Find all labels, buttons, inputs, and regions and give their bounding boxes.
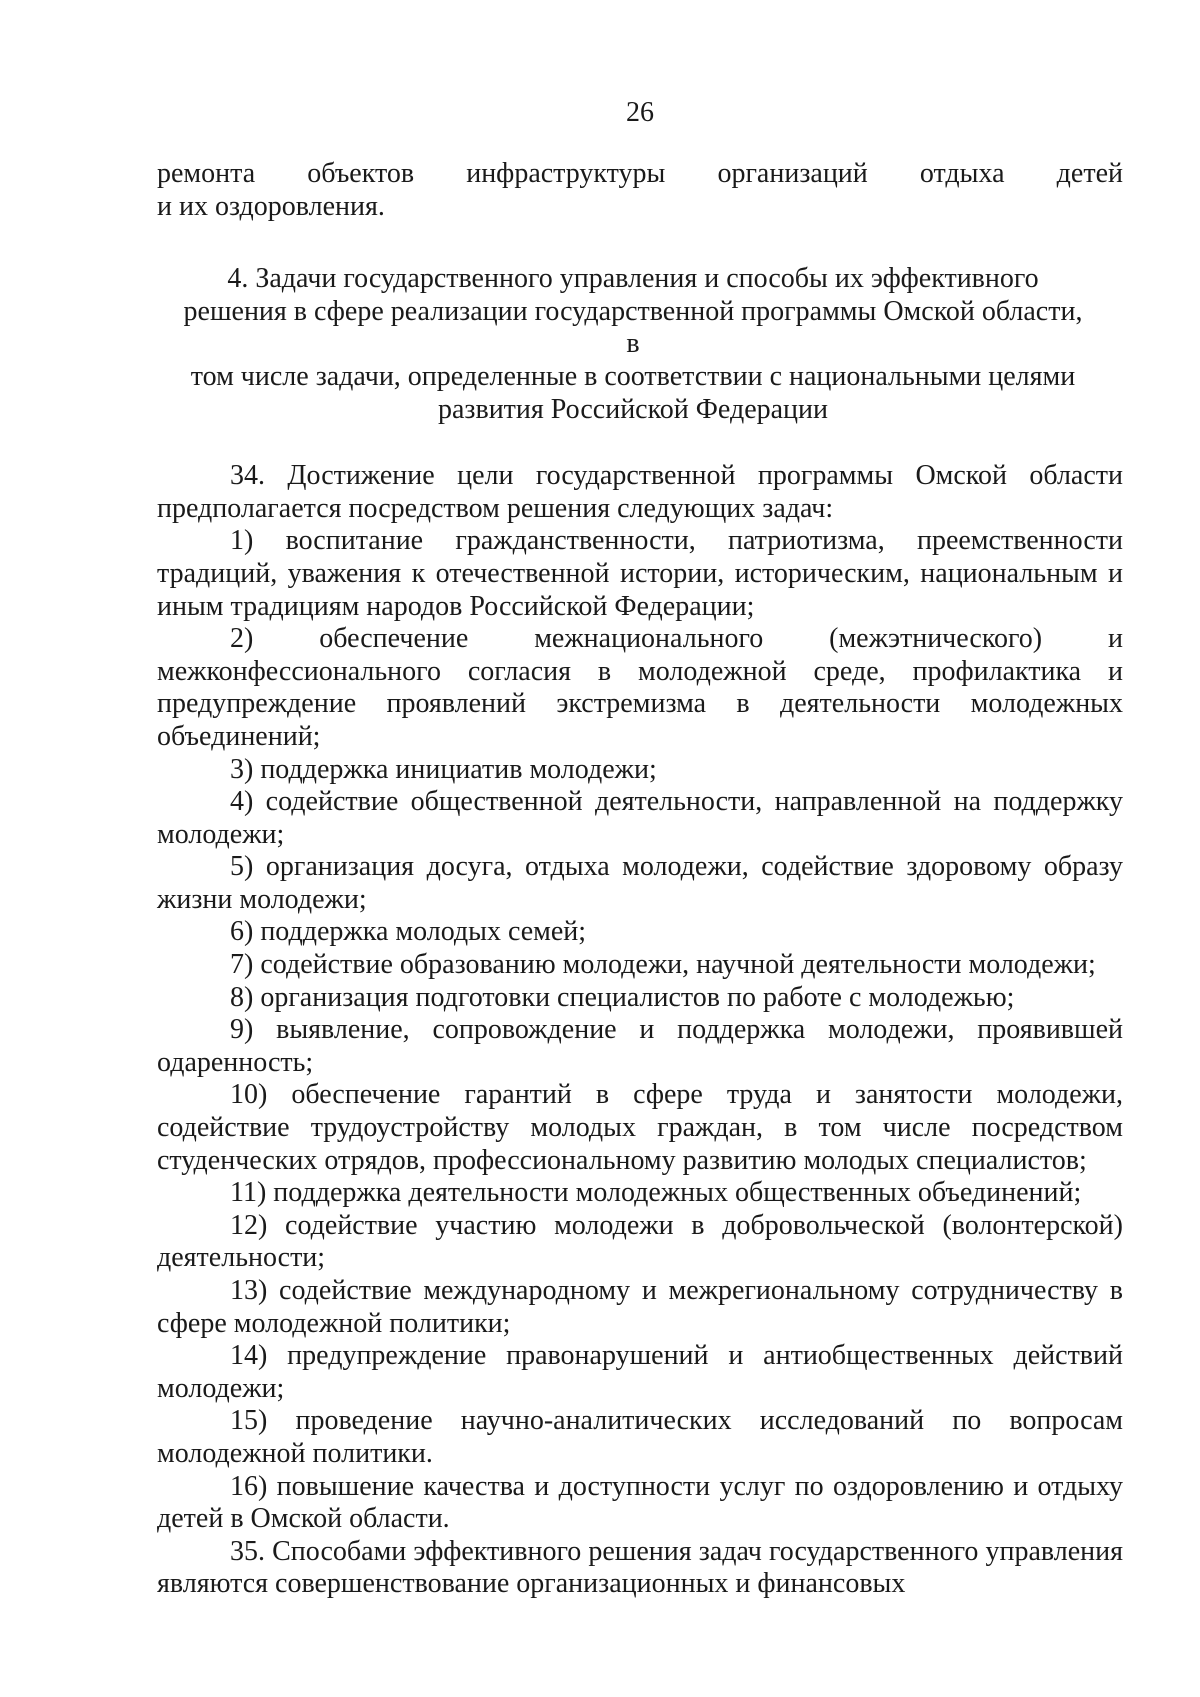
task-item-8: 8) организация подготовки специалистов по работе с молодежью; (230, 981, 1015, 1013)
task-item-14: 14) предупреждение правонарушений и антиобщественных действий молодежи; (157, 1340, 1123, 1404)
page-number: 26 (626, 97, 654, 128)
paragraph-35: 35. Способами эффективного решения задач государственного управления являются совершенствование организационных и финансовых (157, 1535, 1123, 1600)
task-item-6: 6) поддержка молодых семей; (230, 916, 587, 948)
heading-line: том числе задачи, определенные в соответствии с национальными целями (190, 360, 1076, 392)
task-item-5: 5) организация досуга, отдыха молодежи, содействие здоровому образу жизни молодежи; (157, 851, 1123, 915)
task-item-11: 11) поддержка деятельности молодежных общественных объединений; (230, 1177, 1082, 1209)
task-item-12: 12) содействие участию молодежи в добровольческой (волонтерской) деятельности; (157, 1209, 1123, 1274)
task-item-2: 2) обеспечение межнационального (межэтнического) и межконфессионального согласия в молодежной среде, профилактика и предупреждение проявлений экстремизма в деятельности молодежных объединений; (157, 623, 1123, 752)
document-page (157, 96, 1123, 1601)
heading-line: 4. Задачи государственного управления и способы их эффективного (227, 263, 1039, 295)
intro-line-2: и их оздоровления. (157, 190, 385, 222)
task-item-7: 7) содействие образованию молодежи, научной деятельности молодежи; (230, 949, 1096, 981)
task-item-3: 3) поддержка инициатив молодежи; (230, 753, 657, 785)
task-item-1: 1) воспитание гражданственности, патриотизма, преемственности традиций, уважения к отечественной истории, историческим, национальным и иным традициям народов Российской Федерации; (157, 525, 1123, 622)
paragraph-34: 34. Достижение цели государственной программы Омской области предполагается посредством решения следующих задач: (157, 460, 1123, 524)
section-heading (177, 263, 1089, 426)
task-item-10: 10) обеспечение гарантий в сфере труда и занятости молодежи, содействие трудоустройству молодых граждан, в том числе посредством студенческих отрядов, профессиональному развитию молодых специалистов; (157, 1079, 1123, 1176)
task-item-13: 13) содействие международному и межрегиональному сотрудничеству в сфере молодежной политики; (157, 1275, 1123, 1339)
task-item-4: 4) содействие общественной деятельности, направленной на поддержку молодежи; (157, 786, 1123, 850)
task-item-16: 16) повышение качества и доступности услуг по оздоровлению и отдыху детей в Омской области. (157, 1470, 1123, 1535)
heading-line: развития Российской Федерации (437, 393, 829, 425)
intro-line-1: ремонта объектов инфраструктуры организаций отдыха детей (157, 158, 1123, 189)
task-item-15: 15) проведение научно-аналитических исследований по вопросам молодежной политики. (157, 1405, 1123, 1469)
heading-line: решения в сфере реализации государственной программы Омской области, в (183, 295, 1083, 360)
task-item-9: 9) выявление, сопровождение и поддержка молодежи, проявившей одаренность; (157, 1014, 1123, 1078)
